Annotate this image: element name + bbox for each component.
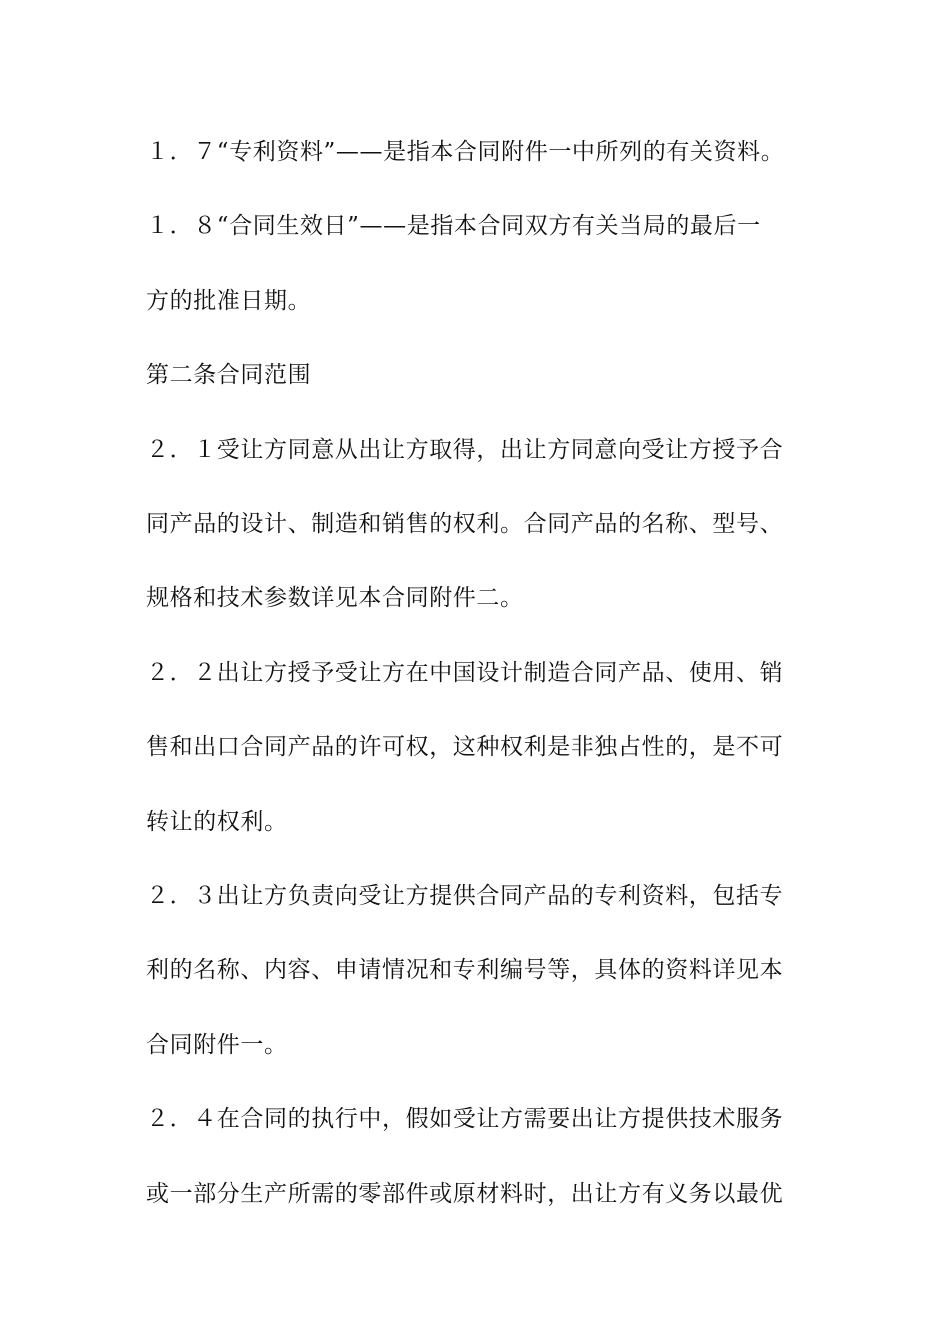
clause-1-7-line: １．７“专利资料”——是指本合同附件一中所列的有关资料。 [146, 139, 785, 165]
clause-2-3-line: ２．３出让方负责向受让方提供合同产品的专利资料，包括专 [146, 883, 784, 909]
clause-2-1-continuation: 同产品的设计、制造和销售的权利。合同产品的名称、型号、 [146, 511, 784, 537]
section-heading-article-2: 第二条合同范围 [146, 362, 312, 388]
clause-2-1-continuation: 规格和技术参数详见本合同附件二。 [146, 585, 524, 611]
clause-2-2-continuation: 售和出口合同产品的许可权，这种权利是非独占性的，是不可 [146, 734, 784, 760]
clause-2-4-continuation: 或一部分生产所需的零部件或原材料时，出让方有义务以最优 [146, 1181, 784, 1207]
clause-1-8-continuation: 方的批准日期。 [146, 288, 312, 314]
clause-2-2-line: ２．２出让方授予受让方在中国设计制造合同产品、使用、销 [146, 660, 784, 686]
clause-2-4-line: ２．４在合同的执行中，假如受让方需要出让方提供技术服务 [146, 1106, 784, 1132]
clause-2-2-continuation: 转让的权利。 [146, 809, 288, 835]
clause-2-3-continuation: 合同附件一。 [146, 1032, 288, 1058]
clause-1-8-line: １．８“合同生效日”——是指本合同双方有关当局的最后一 [146, 213, 761, 239]
clause-2-1-line: ２．１受让方同意从出让方取得，出让方同意向受让方授予合 [146, 437, 784, 463]
clause-2-3-continuation: 利的名称、内容、申请情况和专利编号等，具体的资料详见本 [146, 957, 784, 983]
